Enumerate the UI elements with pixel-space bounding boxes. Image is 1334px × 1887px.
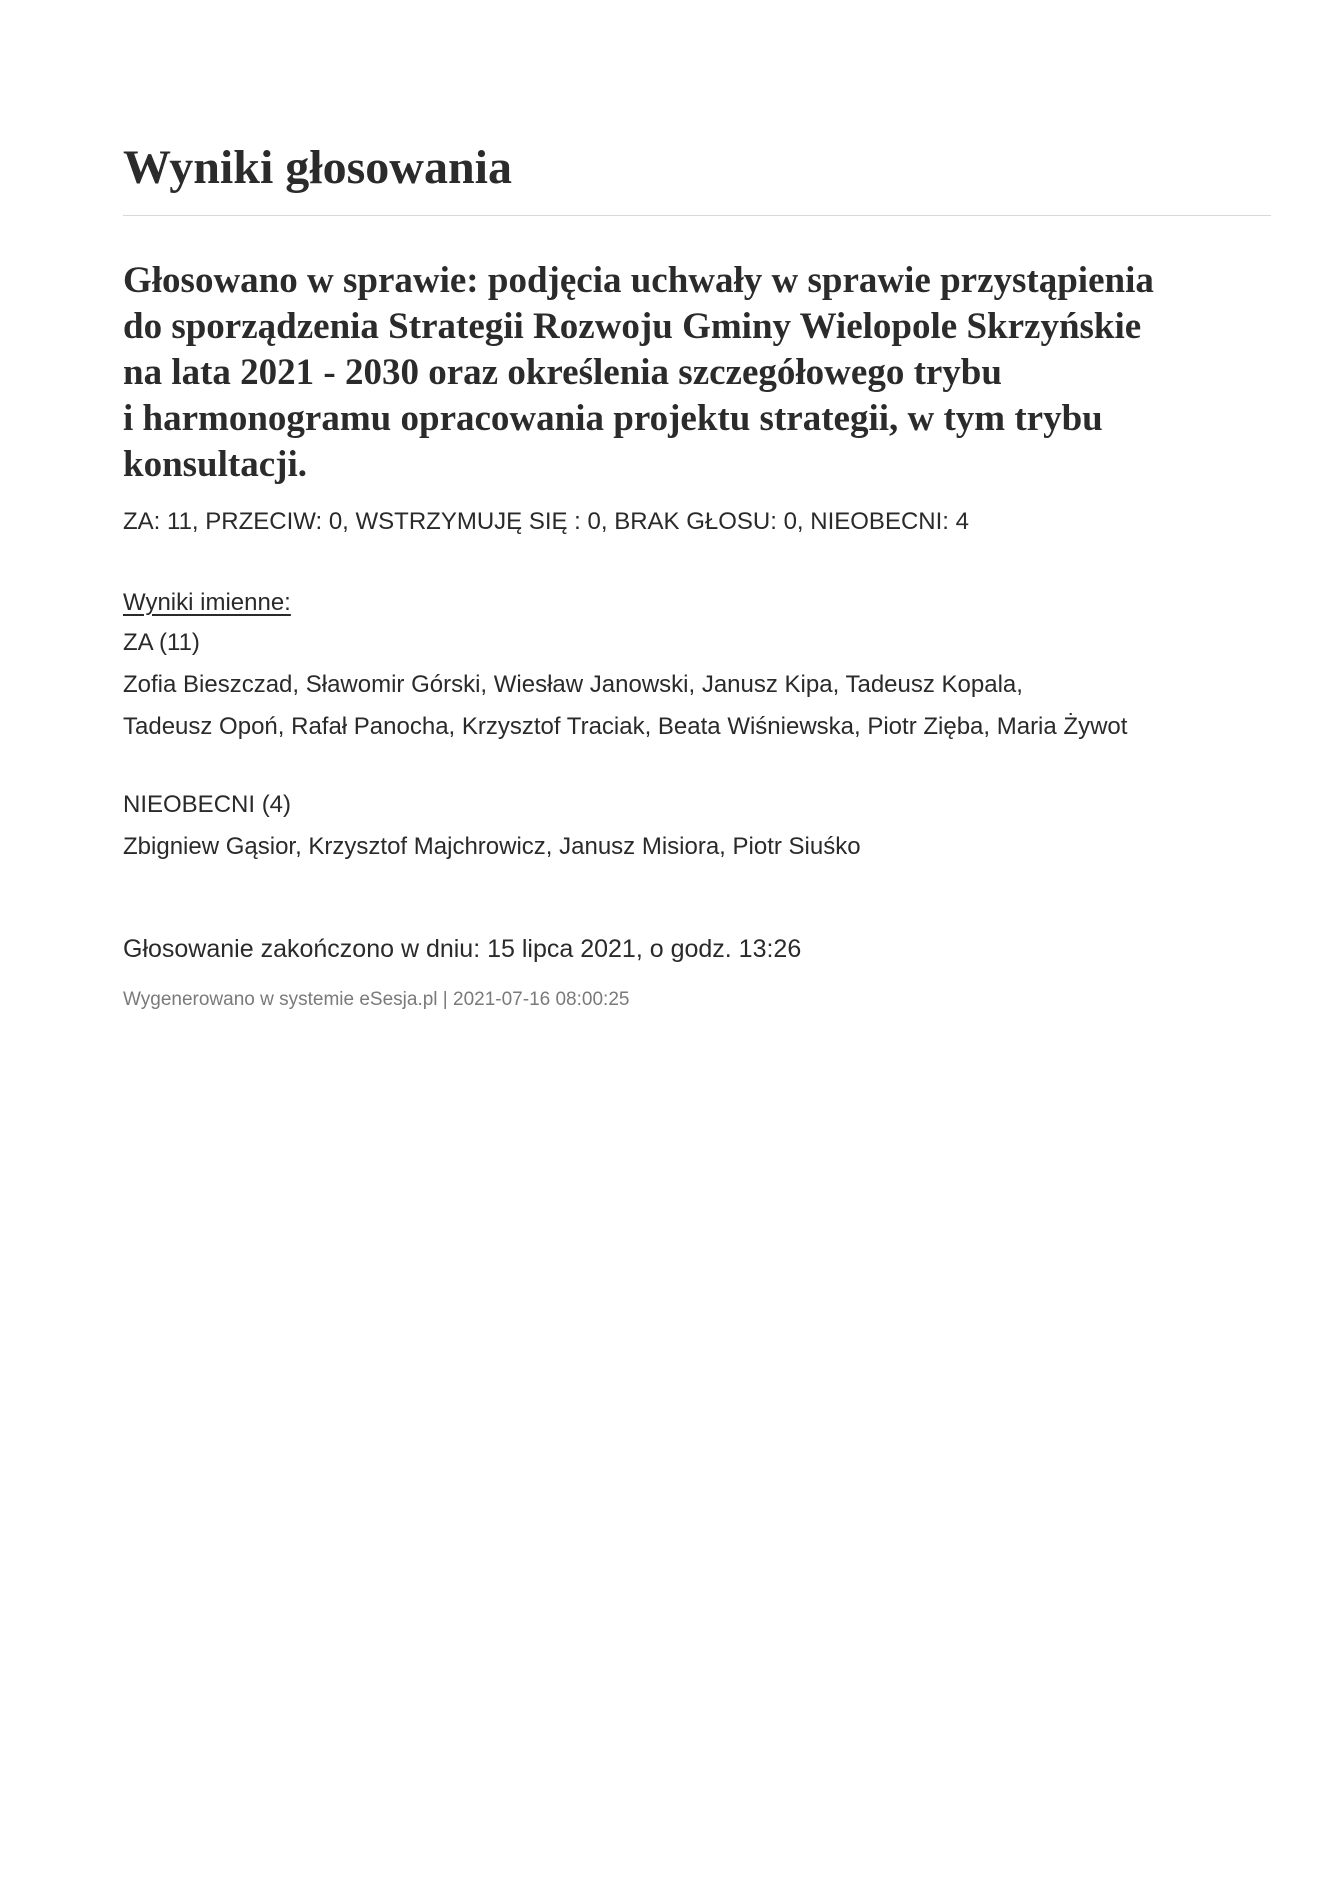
generated-footer: Wygenerowano w systemie eSesja.pl | 2021-07-16 08:00:25 [123, 989, 630, 1010]
vote-subject-line: do sporządzenia Strategii Rozwoju Gminy Wielopole Skrzyńskie [123, 306, 1142, 347]
vote-subject-line: na lata 2021 - 2030 oraz określenia szczegółowego trybu [123, 352, 1002, 393]
za-label: ZA (11) [123, 629, 200, 656]
title-divider [123, 215, 1271, 216]
vote-subject [123, 258, 1273, 488]
vote-closed-info: Głosowanie zakończono w dniu: 15 lipca 2021, o godz. 13:26 [123, 935, 802, 963]
za-names-line: Tadeusz Opoń, Rafał Panocha, Krzysztof Traciak, Beata Wiśniewska, Piotr Zięba, Maria Żywot [123, 713, 1128, 740]
named-results-heading: Wyniki imienne: [123, 589, 291, 616]
vote-subject-line: i harmonogramu opracowania projektu strategii, w tym trybu [123, 398, 1103, 439]
vote-subject-line: konsultacji. [123, 444, 308, 485]
absent-names-line: Zbigniew Gąsior, Krzysztof Majchrowicz, Janusz Misiora, Piotr Siuśko [123, 833, 861, 860]
absent-label: NIEOBECNI (4) [123, 791, 292, 818]
page-title: Wyniki głosowania [123, 141, 512, 194]
vote-subject-line: Głosowano w sprawie: podjęcia uchwały w sprawie przystąpienia [123, 260, 1154, 301]
vote-summary: ZA: 11, PRZECIW: 0, WSTRZYMUJĘ SIĘ : 0, BRAK GŁOSU: 0, NIEOBECNI: 4 [123, 508, 969, 535]
za-names-line: Zofia Bieszczad, Sławomir Górski, Wiesław Janowski, Janusz Kipa, Tadeusz Kopala, [123, 671, 1023, 698]
